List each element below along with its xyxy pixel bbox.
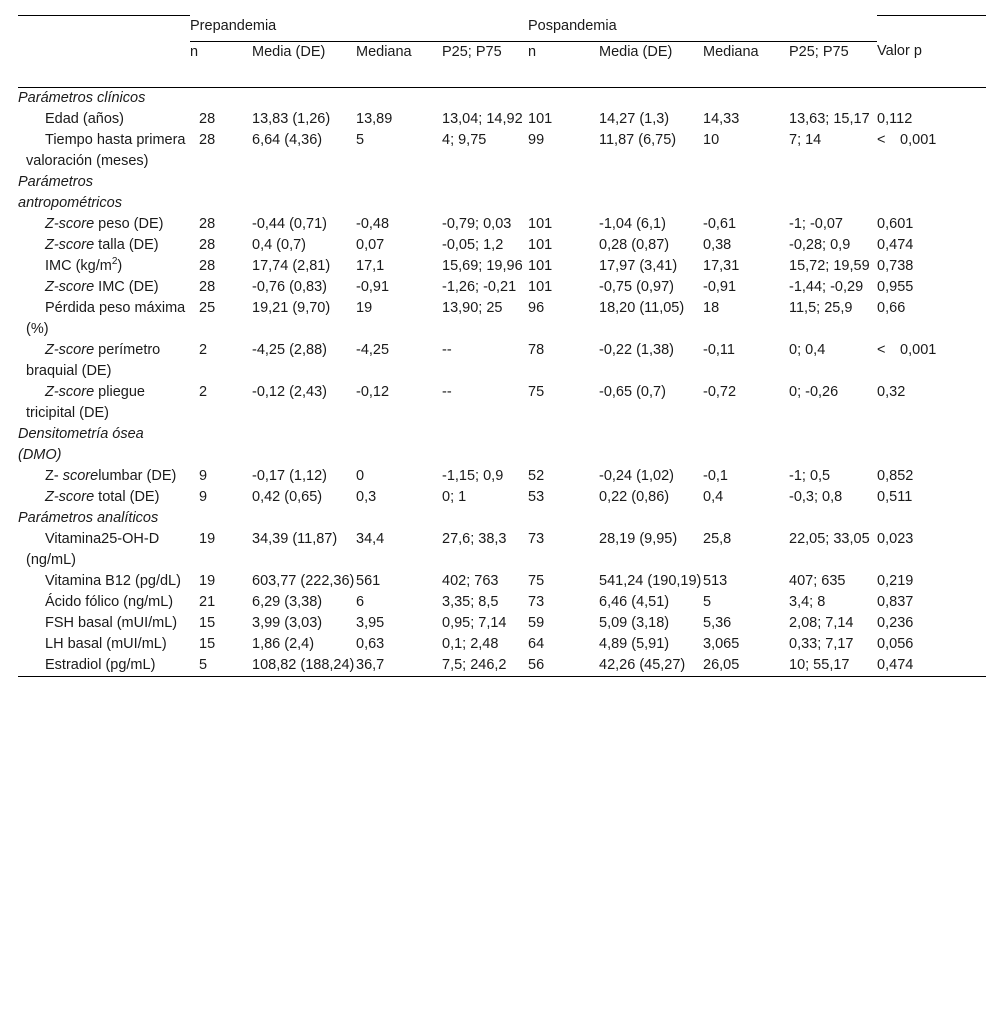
row-label: [18, 277, 190, 298]
cell-media-pre: -0,44 (0,71): [252, 215, 327, 232]
row-label: [18, 214, 190, 235]
cell-n-pre: 28: [199, 215, 216, 232]
cell-media-pre: -0,12 (2,43): [252, 383, 327, 400]
cell-p25-p75-pre: 402; 763: [442, 572, 499, 589]
row-label-text: talla (DE): [94, 236, 159, 253]
col-header-n-pos: n: [528, 43, 537, 60]
cell-mediana-pos: 513: [703, 572, 728, 589]
cell-mediana-pos: 5: [703, 593, 712, 610]
row-label-italic: Z-score: [45, 278, 95, 295]
less-than-symbol: <: [877, 131, 886, 148]
cell-mediana-pos: -0,91: [703, 278, 737, 295]
cell-media-pre: 34,39 (11,87): [252, 530, 338, 547]
cell-mediana-pre: 0,3: [356, 488, 377, 505]
cell-mediana-pre: 0,63: [356, 635, 385, 652]
cell-mediana-pre: 17,1: [356, 257, 385, 274]
row-label-text: Vitamina25-OH-D (ng/mL): [26, 530, 160, 568]
cell-media-pos: 0,28 (0,87): [599, 236, 670, 253]
cell-valor-p: [877, 634, 986, 655]
p-value: 0,056: [877, 635, 914, 652]
cell-valor-p: [877, 340, 986, 382]
cell-media-pre: 6,64 (4,36): [252, 131, 323, 148]
cell-n-pre: 28: [199, 278, 216, 295]
p-value: 0,219: [877, 572, 914, 589]
table-body: [18, 87, 986, 676]
row-label: [18, 256, 190, 277]
cell-valor-p: [877, 571, 986, 592]
cell-mediana-pre: 36,7: [356, 655, 442, 677]
p-value: 0,955: [877, 278, 914, 295]
cell-media-pre: 0,42 (0,65): [252, 488, 323, 505]
cell-n-pos: 73: [528, 530, 545, 547]
table-row: [18, 235, 986, 256]
row-label-text: Estradiol (pg/mL): [45, 656, 156, 673]
table-row: [18, 466, 986, 487]
cell-media-pre: 1,86 (2,4): [252, 635, 315, 652]
cell-p25-p75-pos: 407; 635: [789, 572, 846, 589]
cell-media-pre: -0,17 (1,12): [252, 467, 327, 484]
row-label: [18, 382, 190, 424]
cell-mediana-pre: 3,95: [356, 614, 385, 631]
table-row: [18, 298, 986, 340]
cell-n-pre: 9: [199, 467, 208, 484]
cell-p25-p75-pre: -0,05; 1,2: [442, 236, 504, 253]
row-label-text: Ácido fólico (ng/mL): [45, 593, 174, 610]
cell-mediana-pos: 3,065: [703, 635, 740, 652]
cell-n-pre: 5: [190, 655, 252, 677]
row-label-text: Pérdida peso máxima (%): [26, 299, 186, 337]
row-label-text: Tiempo hasta primera valoración (meses): [26, 131, 186, 169]
row-label: [18, 634, 190, 655]
p-value: 0,001: [900, 131, 937, 148]
p-value: 0,112: [877, 110, 913, 127]
group-header-pospandemia: Pospandemia: [528, 16, 877, 42]
row-label-text: Edad (años): [45, 110, 124, 127]
table-row: [18, 109, 986, 130]
cell-mediana-pre: 5: [356, 131, 365, 148]
cell-n-pre: 15: [199, 614, 216, 631]
cell-valor-p: [877, 487, 986, 508]
cell-n-pos: 78: [528, 341, 545, 358]
cell-valor-p: [877, 613, 986, 634]
cell-p25-p75-pre: --: [442, 341, 452, 358]
cell-media-pre: 17,74 (2,81): [252, 257, 331, 274]
row-label-text: peso (DE): [94, 215, 164, 232]
p-value: 0,023: [877, 530, 914, 547]
row-label-text: FSH basal (mUI/mL): [45, 614, 178, 631]
cell-n-pre: 19: [199, 530, 216, 547]
cell-mediana-pre: 34,4: [356, 530, 385, 547]
col-header-p25-pos: P25; P75: [789, 43, 849, 60]
cell-valor-p: [877, 298, 986, 340]
row-label: [18, 298, 190, 340]
cell-p25-p75-pos: -0,28; 0,9: [789, 236, 851, 253]
table-row: [18, 529, 986, 571]
cell-valor-p: [877, 235, 986, 256]
cell-mediana-pos: 17,31: [703, 257, 740, 274]
row-label: [18, 571, 190, 592]
col-header-mediana-pos: Mediana: [703, 43, 759, 60]
cell-n-pos: 64: [528, 635, 545, 652]
row-label-italic: score: [62, 467, 99, 484]
row-label-text: IMC (DE): [94, 278, 159, 295]
row-label: [18, 130, 190, 172]
cell-p25-p75-pre: 7,5; 246,2: [442, 655, 528, 677]
cell-p25-p75-pos: 15,72; 19,59: [789, 257, 870, 274]
row-label: [18, 655, 190, 677]
cell-media-pos: -0,75 (0,97): [599, 278, 674, 295]
section-title: Parámetros clínicos: [18, 89, 146, 106]
cell-mediana-pos: -0,61: [703, 215, 737, 232]
cell-n-pre: 28: [199, 131, 216, 148]
cell-media-pos: 541,24 (190,19): [599, 572, 702, 589]
cell-p25-p75-pre: 4; 9,75: [442, 131, 487, 148]
cell-media-pre: -0,76 (0,83): [252, 278, 327, 295]
cell-valor-p: [877, 529, 986, 571]
column-header-row: [18, 41, 986, 87]
p-value: 0,852: [877, 467, 914, 484]
cell-media-pos: 4,89 (5,91): [599, 635, 670, 652]
cell-mediana-pos: -0,72: [703, 383, 737, 400]
cell-n-pos: 56: [528, 655, 599, 677]
row-label: [18, 529, 190, 571]
cell-p25-p75-pre: 0,95; 7,14: [442, 614, 507, 631]
section-title: Densitometría ósea (DMO): [18, 425, 144, 463]
row-label-text: Vitamina B12 (pg/dL): [45, 572, 181, 589]
p-value: 0,738: [877, 257, 914, 274]
p-value: 0,66: [877, 299, 906, 316]
cell-mediana-pos: -0,11: [703, 341, 735, 358]
cell-n-pos: 101: [528, 236, 553, 253]
row-label-suffix: ): [117, 257, 123, 274]
cell-mediana-pos: 0,38: [703, 236, 732, 253]
cell-mediana-pos: 25,8: [703, 530, 732, 547]
cell-n-pre: 15: [199, 635, 216, 652]
cell-n-pos: 53: [528, 488, 545, 505]
row-label-text: LH basal (mUI/mL): [45, 635, 167, 652]
cell-n-pre: 28: [199, 257, 216, 274]
cell-p25-p75-pre: -1,15; 0,9: [442, 467, 504, 484]
cell-media-pre: 603,77 (222,36): [252, 572, 355, 589]
col-header-n-pre: n: [190, 43, 199, 60]
row-label-italic: Z-score: [45, 215, 95, 232]
cell-p25-p75-pre: -0,79; 0,03: [442, 215, 512, 232]
cell-p25-p75-pos: 13,63; 15,17: [789, 110, 870, 127]
cell-n-pre: 19: [199, 572, 216, 589]
cell-n-pos: 101: [528, 257, 553, 274]
col-header-media-pre: Media (DE): [252, 43, 326, 60]
cell-media-pos: 42,26 (45,27): [599, 655, 703, 677]
cell-n-pre: 2: [199, 341, 208, 358]
cell-mediana-pre: 561: [356, 572, 381, 589]
table-row: [18, 655, 986, 677]
cell-p25-p75-pos: 7; 14: [789, 131, 822, 148]
cell-n-pre: 28: [199, 236, 216, 253]
row-label: [18, 592, 190, 613]
cell-media-pos: -1,04 (6,1): [599, 215, 666, 232]
row-label: [18, 466, 190, 487]
row-label-text: IMC (kg/m: [45, 257, 112, 274]
row-label-italic: Z-score: [45, 341, 95, 358]
table-row: [18, 571, 986, 592]
cell-valor-p: [877, 256, 986, 277]
cell-mediana-pos: 14,33: [703, 110, 740, 127]
cell-media-pos: 6,46 (4,51): [599, 593, 670, 610]
cell-media-pre: 19,21 (9,70): [252, 299, 331, 316]
cell-mediana-pre: -0,48: [356, 215, 390, 232]
cell-media-pos: 0,22 (0,86): [599, 488, 670, 505]
row-label-text: pliegue tricipital (DE): [26, 383, 145, 421]
cell-n-pos: 96: [528, 299, 545, 316]
cell-n-pos: 75: [528, 383, 545, 400]
cell-media-pre: 6,29 (3,38): [252, 593, 323, 610]
cell-mediana-pre: -0,91: [356, 278, 390, 295]
table-row: [18, 214, 986, 235]
row-label-italic: Z-score: [45, 236, 95, 253]
cell-media-pos: 28,19 (9,95): [599, 530, 678, 547]
cell-media-pre: 13,83 (1,26): [252, 110, 331, 127]
cell-p25-p75-pos: -1,44; -0,29: [789, 278, 864, 295]
section-title: Parámetros antropométricos: [18, 173, 122, 211]
cell-p25-p75-pre: 0; 1: [442, 488, 467, 505]
col-header-media-pos: Media (DE): [599, 43, 673, 60]
cell-n-pos: 75: [528, 572, 545, 589]
cell-media-pos: -0,22 (1,38): [599, 341, 674, 358]
cell-p25-p75-pos: 0; 0,4: [789, 341, 826, 358]
cell-mediana-pos: 0,4: [703, 488, 724, 505]
p-value: 0,511: [877, 488, 913, 505]
p-value: 0,474: [877, 656, 914, 673]
cell-mediana-pre: 0: [356, 467, 365, 484]
cell-p25-p75-pos: -0,3; 0,8: [789, 488, 843, 505]
cell-n-pos: 99: [528, 131, 545, 148]
cell-n-pos: 73: [528, 593, 545, 610]
cell-media-pre: 3,99 (3,03): [252, 614, 323, 631]
cell-mediana-pos: 18: [703, 299, 720, 316]
cell-p25-p75-pre: --: [442, 383, 452, 400]
cell-p25-p75-pos: 22,05; 33,05: [789, 530, 870, 547]
table-row: [18, 613, 986, 634]
cell-n-pre: 9: [199, 488, 208, 505]
cell-p25-p75-pos: 10; 55,17: [789, 655, 877, 677]
p-value: 0,236: [877, 614, 914, 631]
col-header-valor-p: Valor p: [877, 43, 922, 59]
p-value: 0,001: [900, 341, 937, 358]
cell-p25-p75-pos: 3,4; 8: [789, 593, 826, 610]
row-label-prefix: Z-: [45, 467, 63, 484]
cell-media-pos: -0,65 (0,7): [599, 383, 666, 400]
cell-valor-p: [877, 130, 986, 172]
cell-p25-p75-pos: 2,08; 7,14: [789, 614, 854, 631]
cell-p25-p75-pos: -1; 0,5: [789, 467, 831, 484]
cell-n-pos: 101: [528, 110, 553, 127]
cell-mediana-pos: 10: [703, 131, 720, 148]
cell-n-pos: 101: [528, 215, 553, 232]
row-label: [18, 235, 190, 256]
cell-n-pre: 28: [199, 110, 216, 127]
cell-n-pos: 59: [528, 614, 545, 631]
cell-valor-p: [877, 655, 986, 677]
cell-media-pos: 5,09 (3,18): [599, 614, 670, 631]
col-header-mediana-pre: Mediana: [356, 43, 412, 60]
cell-p25-p75-pre: 13,90; 25: [442, 299, 503, 316]
row-label: [18, 340, 190, 382]
table-row: [18, 256, 986, 277]
row-label-italic: Z-score: [45, 488, 95, 505]
cell-mediana-pre: 13,89: [356, 110, 393, 127]
row-label-text: lumbar (DE): [98, 467, 177, 484]
cell-n-pos: 52: [528, 467, 545, 484]
table-row: [18, 487, 986, 508]
p-value: 0,474: [877, 236, 914, 253]
section-header: [18, 424, 986, 466]
cell-mediana-pos: 5,36: [703, 614, 732, 631]
section-header: [18, 87, 986, 109]
cell-n-pre: 21: [199, 593, 216, 610]
cell-p25-p75-pos: 11,5; 25,9: [789, 299, 853, 316]
row-label-superscript: 2: [111, 255, 118, 267]
cell-mediana-pre: 0,07: [356, 236, 385, 253]
cell-mediana-pre: 19: [356, 299, 373, 316]
row-label: [18, 487, 190, 508]
cell-n-pre: 2: [199, 383, 208, 400]
row-label-text: total (DE): [94, 488, 160, 505]
cell-p25-p75-pre: -1,26; -0,21: [442, 278, 517, 295]
section-title: Parámetros analíticos: [18, 509, 159, 526]
cell-valor-p: [877, 382, 986, 424]
row-label: [18, 613, 190, 634]
cell-p25-p75-pos: 0,33; 7,17: [789, 635, 854, 652]
cell-mediana-pos: 26,05: [703, 655, 789, 677]
table-row: [18, 592, 986, 613]
table-row: [18, 340, 986, 382]
cell-mediana-pre: -0,12: [356, 383, 390, 400]
cell-media-pos: 17,97 (3,41): [599, 257, 678, 274]
group-header-prepandemia: Prepandemia: [190, 16, 528, 42]
cell-media-pos: -0,24 (1,02): [599, 467, 674, 484]
cell-media-pos: 11,87 (6,75): [599, 131, 677, 148]
table-row: [18, 634, 986, 655]
cell-valor-p: [877, 109, 986, 130]
row-label: [18, 109, 190, 130]
p-value: 0,837: [877, 593, 914, 610]
p-value: 0,601: [877, 215, 914, 232]
cell-mediana-pre: 6: [356, 593, 365, 610]
cell-p25-p75-pre: 3,35; 8,5: [442, 593, 499, 610]
cell-valor-p: [877, 214, 986, 235]
table-row: [18, 130, 986, 172]
p-value: 0,32: [877, 383, 906, 400]
cell-media-pre: 0,4 (0,7): [252, 236, 306, 253]
cell-p25-p75-pre: 0,1; 2,48: [442, 635, 499, 652]
table-row: [18, 277, 986, 298]
row-label-italic: Z-score: [45, 383, 95, 400]
cell-media-pre: -4,25 (2,88): [252, 341, 327, 358]
col-header-p25-pre: P25; P75: [442, 43, 502, 60]
less-than-symbol: <: [877, 341, 886, 358]
results-table: [18, 15, 986, 677]
table-row: [18, 382, 986, 424]
row-label-text: perímetro braquial (DE): [26, 341, 161, 379]
cell-p25-p75-pre: 15,69; 19,96: [442, 257, 523, 274]
cell-p25-p75-pre: 27,6; 38,3: [442, 530, 507, 547]
cell-p25-p75-pre: 13,04; 14,92: [442, 110, 523, 127]
cell-media-pre: 108,82 (188,24): [252, 655, 356, 677]
section-header: [18, 508, 986, 529]
cell-n-pre: 25: [199, 299, 216, 316]
cell-mediana-pre: -4,25: [356, 341, 390, 358]
cell-p25-p75-pos: 0; -0,26: [789, 383, 839, 400]
cell-media-pos: 14,27 (1,3): [599, 110, 670, 127]
cell-media-pos: 18,20 (11,05): [599, 299, 685, 316]
cell-valor-p: [877, 592, 986, 613]
cell-mediana-pos: -0,1: [703, 467, 728, 484]
cell-n-pos: 101: [528, 278, 553, 295]
cell-valor-p: [877, 277, 986, 298]
cell-p25-p75-pos: -1; -0,07: [789, 215, 843, 232]
cell-valor-p: [877, 466, 986, 487]
table-header: [18, 16, 986, 88]
section-header: [18, 172, 986, 214]
